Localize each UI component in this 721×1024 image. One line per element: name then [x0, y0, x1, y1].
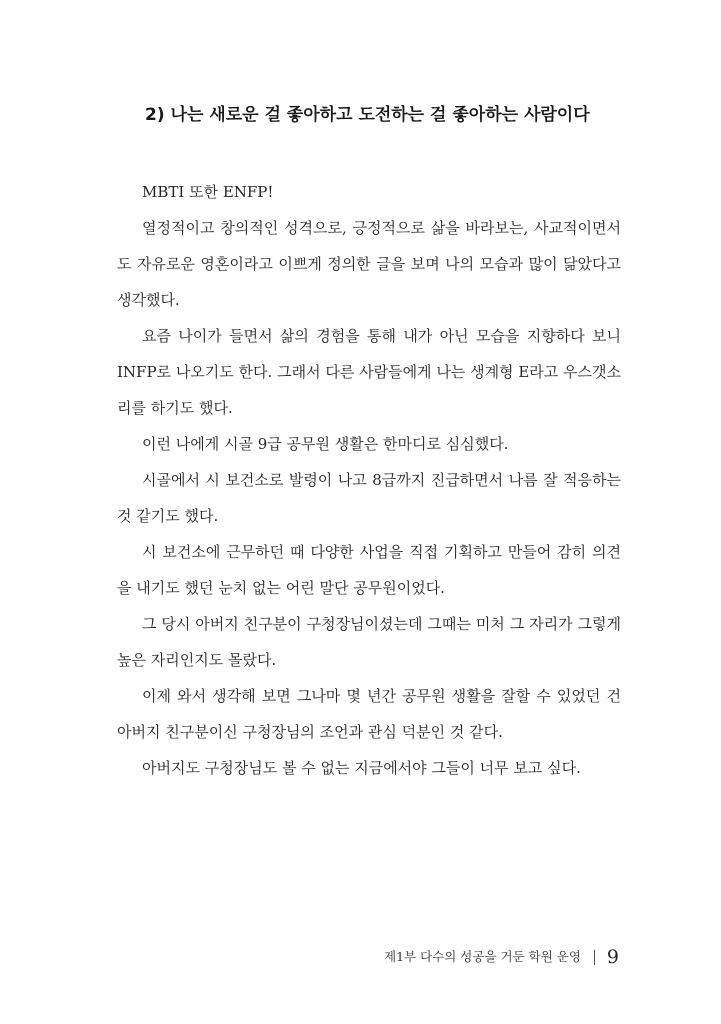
- paragraph-mbti: MBTI 또한 ENFP!: [142, 183, 274, 201]
- paragraph-reflection: 이제 와서 생각해 보면 그나마 몇 년간 공무원 생활을 잘할 수 있었던 건 아버지 친구분이신 구청장님의 조언과 관심 덕분인 것 같다.: [117, 687, 621, 741]
- page-footer: [384, 944, 619, 970]
- body-text: [117, 174, 621, 786]
- paragraph-rural-job: 이런 나에게 시골 9급 공무원 생활은 한마디로 심심했다.: [142, 435, 509, 453]
- footer-section-title: 제1부 다수의 성공을 거둔 학원 운영: [384, 949, 581, 964]
- section-heading: 2) 나는 새로운 걸 좋아하고 도전하는 걸 좋아하는 사람이다: [145, 105, 590, 125]
- paragraph-missing: 아버지도 구청장님도 볼 수 없는 지금에서야 그들이 너무 보고 싶다.: [142, 759, 581, 777]
- paragraph-district-head: 그 당시 아버지 친구분이 구청장님이셨는데 그때는 미처 그 자리가 그렇게 높은 자리인지도 몰랐다.: [117, 615, 621, 669]
- paragraph-projects: 시 보건소에 근무하던 때 다양한 사업을 직접 기획하고 만들어 감히 의견을 내기도 했던 눈치 없는 어린 말단 공무원이었다.: [117, 543, 621, 597]
- page-number: 9: [606, 946, 619, 968]
- paragraph-health-center: 시골에서 시 보건소로 발령이 나고 8급까지 진급하면서 나름 잘 적응하는 것 같기도 했다.: [117, 471, 621, 525]
- paragraph-personality: 열정적이고 창의적인 성격으로, 긍정적으로 삶을 바라보는, 사교적이면서도 자유로운 영혼이라고 이쁘게 정의한 글을 보며 나의 모습과 많이 닮았다고 생각했다.: [117, 219, 621, 309]
- paragraph-infp: 요즘 나이가 들면서 삶의 경험을 통해 내가 아닌 모습을 지향하다 보니 INFP로 나오기도 한다. 그래서 다른 사람들에게 나는 생계형 E라고 우스갯소리를 하기도 했다.: [117, 327, 621, 417]
- footer-divider: [594, 950, 595, 965]
